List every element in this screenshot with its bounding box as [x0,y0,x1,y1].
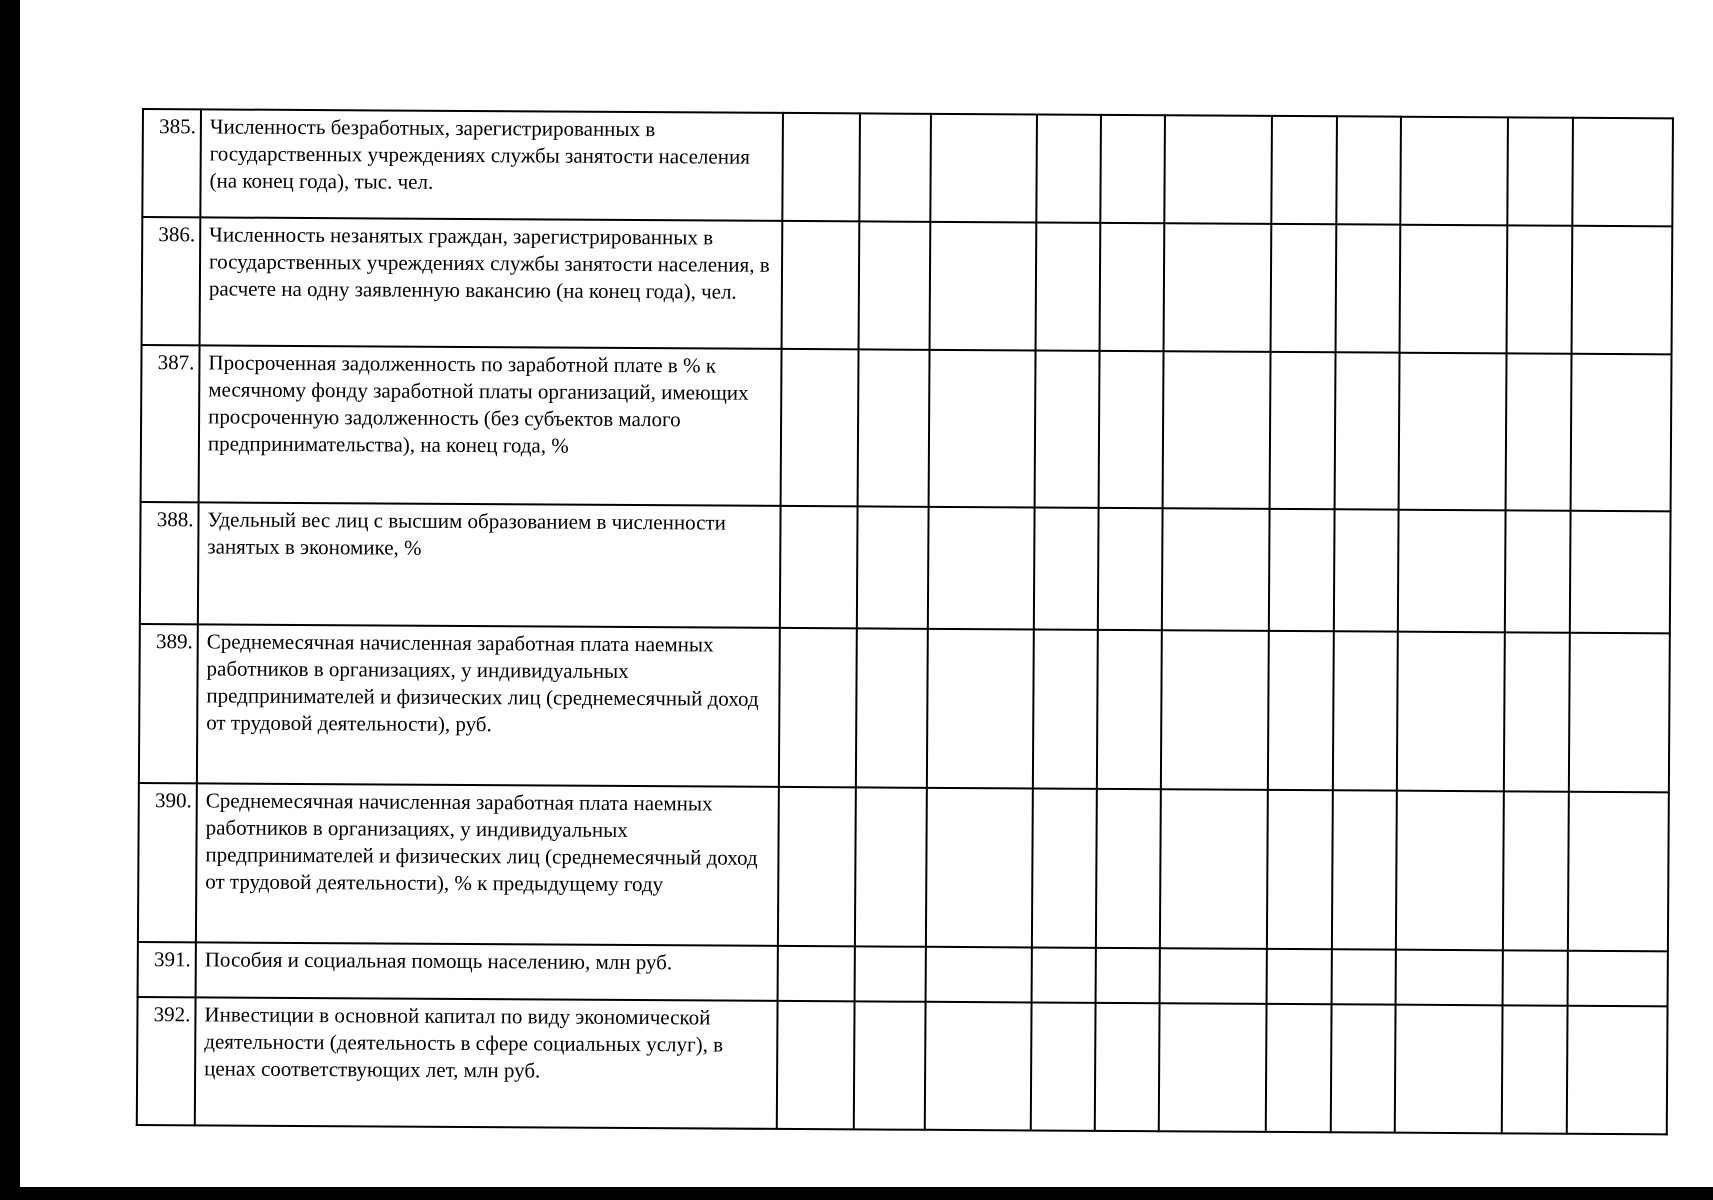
row-number: 386. [142,217,201,345]
value-cell [858,349,930,506]
row-number: 389. [139,624,198,783]
value-cell [781,349,859,506]
value-cell [777,1001,855,1129]
value-cell [1336,224,1401,352]
value-cell [1098,508,1163,630]
value-cell [1336,116,1401,224]
value-cell [859,221,931,349]
value-cell [1100,115,1165,223]
value-cell [1568,951,1668,1007]
value-cell [1036,114,1101,222]
value-cell [1503,791,1569,950]
value-cell [1507,225,1573,353]
value-cell [1396,950,1503,1006]
value-cell [1163,351,1271,509]
value-cell [926,788,1033,948]
table-row [141,345,1672,511]
value-cell [1099,351,1164,508]
value-cell [1270,352,1336,509]
value-cell [928,507,1035,630]
value-cell [927,629,1034,789]
value-cell [1507,117,1573,225]
value-cell [1095,1003,1160,1131]
value-cell [1160,948,1267,1004]
value-cell [1162,508,1270,631]
value-cell [1504,632,1570,791]
table-row [142,109,1673,226]
table-row [137,997,1668,1134]
row-description: Удельный вес лиц с высшим образованием в численности занятых в экономике, % [198,502,781,628]
value-cell [1503,950,1568,1005]
value-cell [1096,789,1161,948]
value-cell [778,946,855,1001]
row-description: Численность безработных, зарегистрированных в государственных учреждениях службы занятости населения (на конец года), тыс. чел. [200,109,783,221]
value-cell [1395,1005,1503,1134]
value-cell [1164,223,1272,352]
value-cell [1269,509,1335,631]
value-cell [1097,630,1162,789]
value-cell [1396,791,1504,951]
value-cell [1096,948,1160,1003]
value-cell [1033,629,1098,788]
value-cell [1398,510,1506,633]
value-cell [1035,350,1100,507]
row-number: 387. [141,345,200,502]
value-cell [780,506,858,628]
scan-edge-bottom [0,1187,1713,1200]
value-cell [929,350,1036,508]
value-cell [1567,1006,1668,1135]
row-number: 391. [138,942,196,997]
value-cell [854,1001,926,1129]
value-cell [1570,511,1671,634]
value-cell [1335,352,1400,509]
value-cell [925,1002,1032,1131]
row-description: Пособия и социальная помощь населению, млн руб. [196,942,778,1001]
value-cell [1333,631,1398,790]
value-cell [1334,509,1399,631]
value-cell [1271,224,1337,352]
value-cell [926,947,1032,1003]
value-cell [782,221,860,349]
value-cell [1502,1005,1568,1133]
row-number: 390. [138,783,197,942]
value-cell [930,114,1037,223]
value-cell [1506,353,1572,510]
row-description: Среднемесячная начисленная заработная плата наемных работников в организациях, у индивидуальных предпринимателей и физических лиц (среднемесячный доход от трудовой деятельности), руб. [197,624,780,787]
value-cell [782,113,860,221]
row-number: 392. [137,997,196,1125]
value-cell [1164,115,1272,224]
row-description: Среднемесячная начисленная заработная плата наемных работников в организациях, у индивидуальных предпринимателей и физических лиц (среднемесячный доход от трудовой деятельности), % к предыдущему году [196,783,779,946]
table-row [139,624,1670,792]
value-cell [1571,354,1672,512]
statistics-table [136,108,1674,1135]
value-cell [1032,947,1096,1002]
value-cell [1332,949,1396,1004]
value-cell [1267,949,1332,1004]
value-cell [855,787,927,946]
value-cell [1399,353,1507,511]
value-cell [1100,223,1165,351]
table-row [142,217,1673,354]
value-cell [778,787,856,946]
value-cell [1268,631,1334,790]
value-cell [1572,226,1673,355]
value-cell [1568,792,1669,952]
value-cell [857,506,929,628]
value-cell [1032,788,1097,947]
value-cell [1159,1003,1267,1132]
value-cell [930,222,1037,351]
value-cell [1266,1004,1332,1132]
value-cell [856,628,928,787]
value-cell [1400,117,1508,226]
value-cell [1161,630,1269,790]
value-cell [1271,116,1337,224]
value-cell [1397,632,1505,792]
row-description: Численность незанятых граждан, зарегистрированных в государственных учреждениях службы занятости населения, в расчете на одну заявленную вакансию (на конец года), чел. [200,217,783,349]
value-cell [1331,1004,1396,1132]
value-cell [1031,1002,1096,1130]
value-cell [1160,789,1268,949]
value-cell [1572,118,1673,227]
row-number: 385. [142,109,201,217]
table-row [138,942,1668,1006]
value-cell [779,628,857,787]
table-row [138,783,1669,951]
row-description: Просроченная задолженность по заработной плате в % к месячному фонду заработной платы организаций, имеющих просроченную задолженность (без субъектов малого предпринимательства), на конец года, % [199,345,782,506]
value-cell [1332,790,1397,949]
value-cell [855,946,926,1001]
value-cell [1267,790,1333,949]
row-description: Инвестиции в основной капитал по виду экономической деятельности (деятельность в сфере социальных услуг), в ценах соответствующих лет, млн руб. [195,997,778,1129]
value-cell [1400,225,1508,354]
value-cell [1034,507,1099,629]
value-cell [1505,510,1571,632]
value-cell [1569,633,1670,793]
scan-edge-left [0,0,20,1200]
table-row [140,502,1671,633]
row-number: 388. [140,502,199,624]
value-cell [1036,222,1101,350]
value-cell [859,113,931,221]
